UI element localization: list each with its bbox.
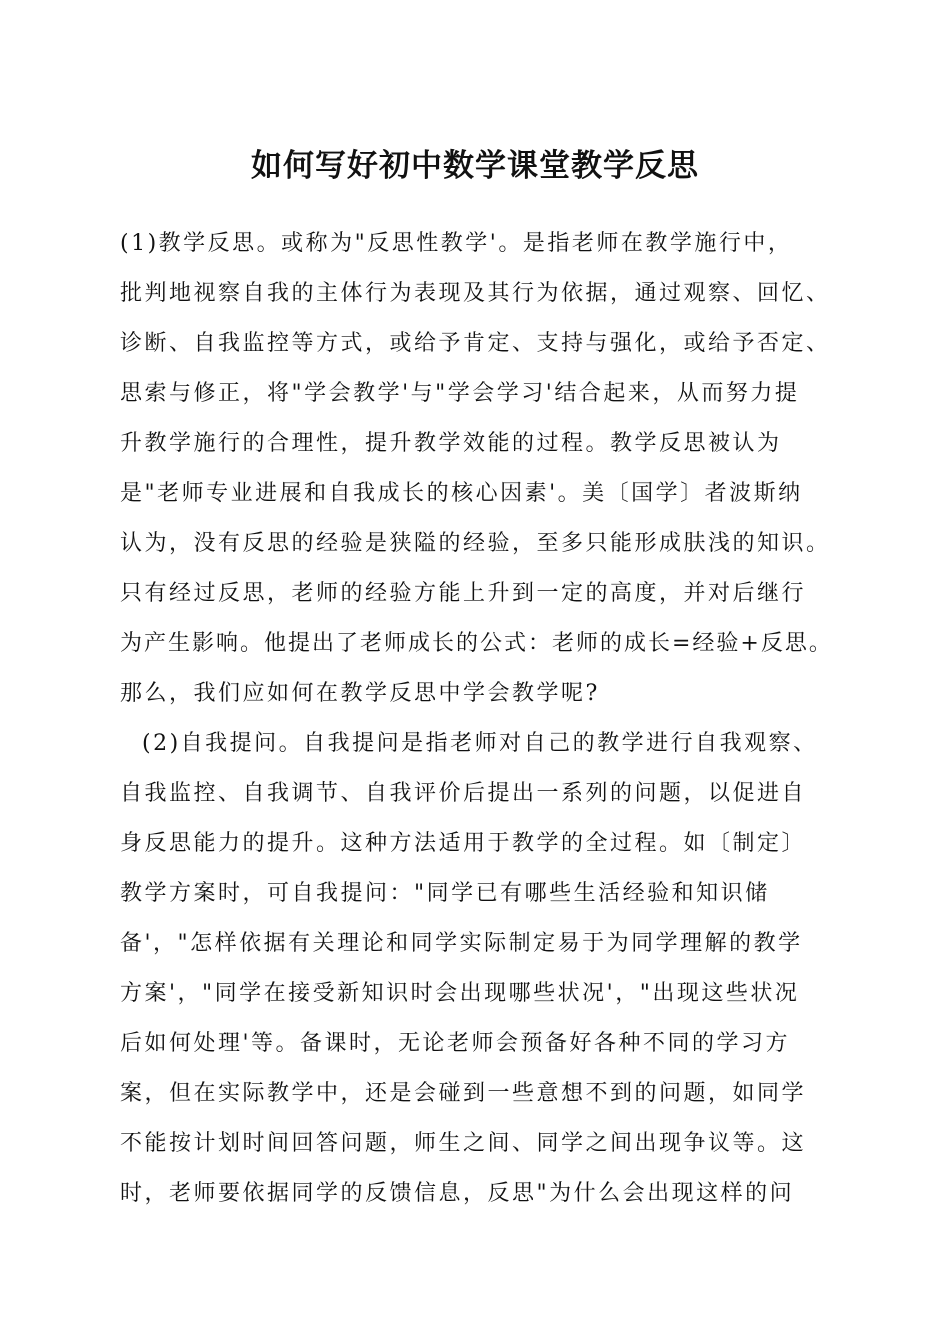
paragraph-line: (1)教学反思。或称为"反思性教学'。是指老师在教学施行中， [120,231,793,256]
paragraph-line: 思索与修正，将"学会教学'与"学会学习'结合起来，从而努力提 [120,381,800,406]
paragraph-line: 诊断、自我监控等方式，或给予肯定、支持与强化，或给予否定、 [120,331,831,356]
paragraph-line: 教学方案时，可自我提问："同学已有哪些生活经验和知识储 [120,881,770,906]
paragraph-line: 方案'，"同学在接受新知识时会出现哪些状况'，"出现这些状况 [120,981,800,1006]
paragraph-line: 为产生影响。他提出了老师成长的公式：老师的成长=经验+反思。 [120,631,833,656]
paragraph-line: 是"老师专业进展和自我成长的核心因素'。美〔国学〕者波斯纳 [120,481,803,506]
document-title: 如何写好初中数学课堂教学反思 [251,148,699,184]
paragraph-line: 批判地视察自我的主体行为表现及其行为依据，通过观察、回忆、 [120,281,831,306]
paragraph-line: 升教学施行的合理性，提升教学效能的过程。教学反思被认为 [120,431,782,456]
paragraph-line: 时，老师要依据同学的反馈信息，反思"为什么会出现这样的问 [120,1181,795,1206]
paragraph-line: 自我监控、自我调节、自我评价后提出一系列的问题，以促进自 [120,781,807,806]
paragraph-line: 认为，没有反思的经验是狭隘的经验，至多只能形成肤浅的知识。 [120,531,831,556]
paragraph-line: 那么，我们应如何在教学反思中学会教学呢? [120,681,600,706]
paragraph-line: 只有经过反思，老师的经验方能上升到一定的高度，并对后继行 [120,581,807,606]
paragraph-line: 身反思能力的提升。这种方法适用于教学的全过程。如〔制定〕 [120,831,807,856]
paragraph-line: (2)自我提问。自我提问是指老师对自己的教学进行自我观察、 [142,731,818,756]
paragraph-line: 案，但在实际教学中，还是会碰到一些意想不到的问题，如同学 [120,1081,807,1106]
paragraph-line: 备'，"怎样依据有关理论和同学实际制定易于为同学理解的教学 [120,931,803,956]
paragraph-line: 不能按计划时间回答问题，师生之间、同学之间出现争议等。这 [120,1131,807,1156]
paragraph-line: 后如何处理'等。备课时，无论老师会预备好各种不同的学习方 [120,1031,791,1056]
